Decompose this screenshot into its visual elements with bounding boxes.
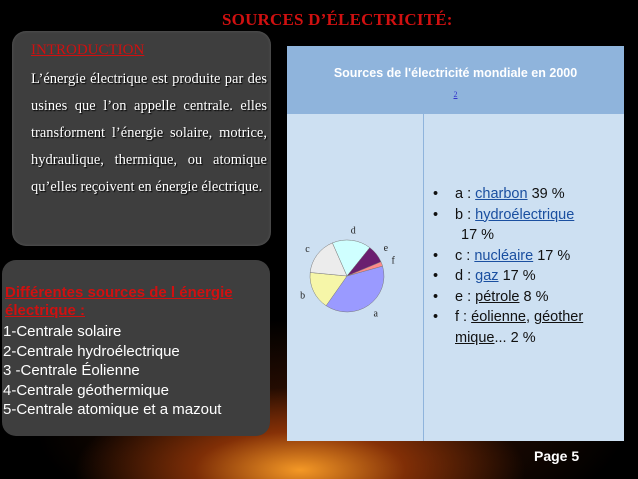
bullet: • [433,206,439,223]
reference-link[interactable]: 2 [453,90,458,99]
legend-item: • e : pétrole 8 % [421,287,625,308]
source-link[interactable]: gaz [475,268,499,284]
bullet: • [433,186,439,202]
chart-panel [287,46,624,441]
bullet: • [433,288,439,305]
sources-heading: Différentes sources de l énergie électrique : [5,284,233,319]
source-link[interactable]: nucléaire [474,247,534,264]
source-link[interactable]: charbon [475,186,528,202]
source-link[interactable]: pétrole [475,288,520,305]
source-link[interactable]: éolienne [471,309,526,325]
pie-chart [287,226,423,356]
sources-list [3,322,221,420]
page-number: Page 5 [534,448,580,464]
legend-item: • f : éolienne, géother mique... 2 % [433,309,584,346]
source-item: 1-Centrale solaire [3,323,122,340]
chart-legend [421,184,625,348]
legend-item: • c : nucléaire 17 % [421,246,625,267]
bullet: • [433,268,439,284]
source-link[interactable]: géother mique [455,309,584,346]
source-item: 2-Centrale hydroélectrique [3,342,180,360]
pie-label-a: a [373,308,378,320]
legend-item: • d : gaz 17 % [421,266,625,287]
source-link[interactable]: hydroélectrique [475,206,575,223]
slide-title: SOURCES D’ÉLECTRICITÉ: [222,10,453,29]
source-item: 4-Centrale géothermique [3,381,169,399]
chart-title: Sources de l'électricité mondiale en 2000 [333,66,578,80]
pie-label-e: e [383,242,389,254]
pie-label-d: d [350,226,356,237]
pie-label-c: c [305,243,310,255]
bullet: • [433,247,439,264]
legend-item: • b : hydroélectrique 17 % [433,206,575,243]
introduction-heading: INTRODUCTION [31,42,145,58]
bullet: • [433,309,439,325]
pie-label-f: f [391,255,395,267]
chart-panel-header [287,46,624,114]
source-item: 5-Centrale atomique et a mazout [3,401,222,418]
pie-label-b: b [300,290,306,302]
source-item: 3 -Centrale Éolienne [3,362,140,379]
introduction-text: L’énergie électrique est produite par des usines que l’on appelle centrale. elles transforment l’énergie solaire, motrice, hydraulique, thermique, ou atomique qu’elles reçoivent en énergie électrique. [31,71,267,195]
legend-item: • a : charbon 39 % [421,184,625,205]
